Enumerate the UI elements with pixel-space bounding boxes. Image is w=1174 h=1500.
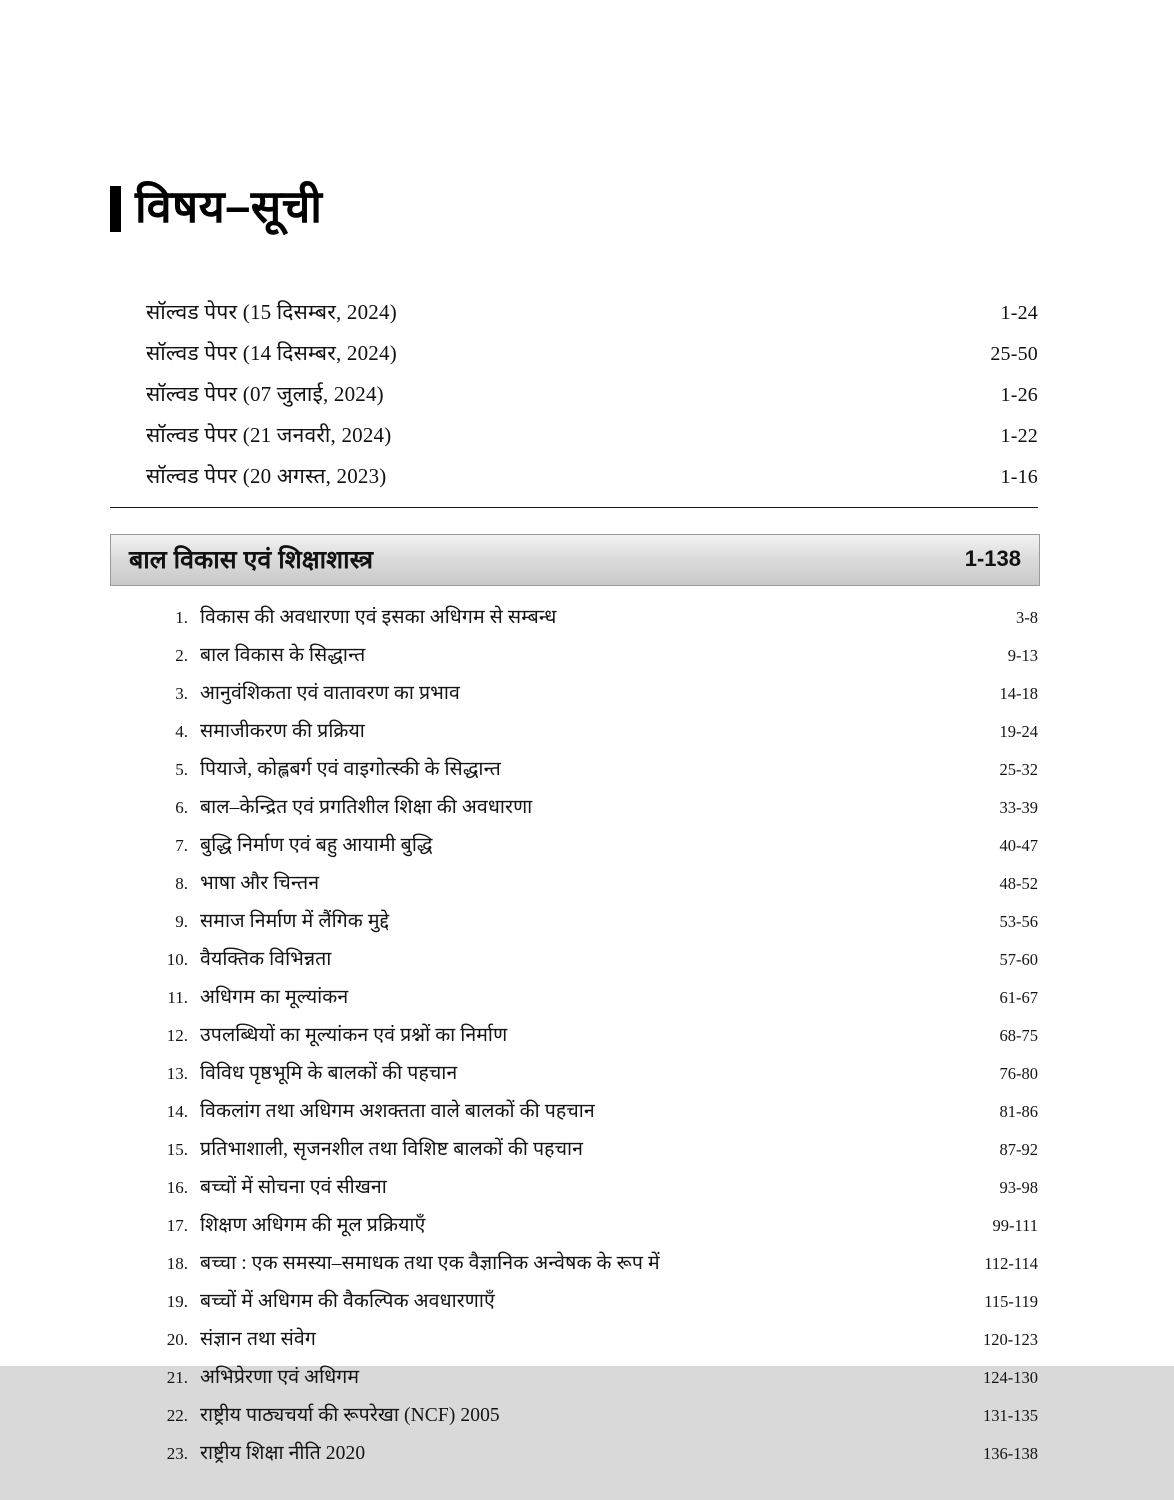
- chapter-pages: 131-135: [983, 1405, 1038, 1425]
- chapter-title: बच्चों में सोचना एवं सीखना: [200, 1176, 387, 1198]
- chapter-number: 7.: [175, 835, 188, 855]
- paper-pages: 1-16: [1000, 466, 1038, 488]
- page-title: [110, 0, 1040, 232]
- list-item[interactable]: [110, 333, 1038, 374]
- chapter-number: 12.: [166, 1025, 188, 1045]
- chapter-title: आनुवंशिकता एवं वातावरण का प्रभाव: [200, 682, 460, 704]
- chapter-title: संज्ञान तथा संवेग: [200, 1328, 316, 1350]
- chapter-pages: 68-75: [999, 1025, 1038, 1045]
- paper-label: सॉल्वड पेपर (21 जनवरी, 2024): [146, 423, 392, 447]
- list-item[interactable]: [146, 634, 1038, 672]
- section-header[interactable]: [110, 534, 1040, 586]
- chapter-title: पियाजे, कोह्लबर्ग एवं वाइगोत्स्की के सिद्धान्त: [200, 758, 501, 780]
- list-item[interactable]: [146, 1166, 1038, 1204]
- chapter-number: 19.: [166, 1291, 188, 1311]
- list-item[interactable]: [146, 976, 1038, 1014]
- paper-label: सॉल्वड पेपर (20 अगस्त, 2023): [146, 464, 387, 488]
- chapter-pages: 115-119: [984, 1291, 1038, 1311]
- paper-label: सॉल्वड पेपर (15 दिसम्बर, 2024): [146, 300, 397, 324]
- page-title-text: विषय–सूची: [135, 180, 323, 232]
- chapter-pages: 112-114: [984, 1253, 1038, 1273]
- list-item[interactable]: [146, 1090, 1038, 1128]
- chapter-title: बुद्धि निर्माण एवं बहु आयामी बुद्धि: [200, 834, 433, 856]
- list-item[interactable]: [146, 1394, 1038, 1432]
- chapter-pages: 120-123: [983, 1329, 1038, 1349]
- list-item[interactable]: [146, 938, 1038, 976]
- list-item[interactable]: [146, 1432, 1038, 1470]
- chapter-number: 6.: [175, 797, 188, 817]
- chapter-number: 9.: [175, 911, 188, 931]
- page-content: [110, 0, 1040, 1470]
- chapter-pages: 87-92: [999, 1139, 1038, 1159]
- chapter-title: प्रतिभाशाली, सृजनशील तथा विशिष्ट बालकों की पहचान: [200, 1138, 584, 1160]
- chapter-title: विकास की अवधारणा एवं इसका अधिगम से सम्बन्ध: [200, 606, 557, 628]
- paper-pages: 1-24: [1000, 302, 1038, 324]
- chapter-title: अभिप्रेरणा एवं अधिगम: [200, 1366, 360, 1388]
- chapter-pages: 40-47: [999, 835, 1038, 855]
- chapter-number: 11.: [167, 987, 188, 1007]
- list-item[interactable]: [146, 824, 1038, 862]
- chapter-pages: 3-8: [1016, 607, 1038, 627]
- chapter-number: 2.: [175, 645, 188, 665]
- chapter-pages: 14-18: [999, 683, 1038, 703]
- list-item[interactable]: [146, 786, 1038, 824]
- chapter-number: 8.: [175, 873, 188, 893]
- list-item[interactable]: [110, 374, 1038, 415]
- chapter-pages: 9-13: [1007, 645, 1038, 665]
- chapter-pages: 76-80: [999, 1063, 1038, 1083]
- chapter-pages: 99-111: [992, 1215, 1038, 1235]
- chapter-number: 5.: [175, 759, 188, 779]
- chapter-title: बच्चों में अधिगम की वैकल्पिक अवधारणाएँ: [200, 1290, 495, 1312]
- chapter-number: 15.: [166, 1139, 188, 1159]
- chapter-title: बाल विकास के सिद्धान्त: [200, 644, 366, 666]
- chapter-number: 16.: [166, 1177, 188, 1197]
- chapter-number: 20.: [166, 1329, 188, 1349]
- section-pages: 1-138: [964, 546, 1021, 571]
- chapter-title: वैयक्तिक विभिन्नता: [200, 948, 332, 970]
- chapter-title: राष्ट्रीय शिक्षा नीति 2020: [200, 1442, 366, 1464]
- chapter-pages: 33-39: [999, 797, 1038, 817]
- chapter-title: भाषा और चिन्तन: [200, 872, 320, 894]
- list-item[interactable]: [146, 1204, 1038, 1242]
- paper-label: सॉल्वड पेपर (14 दिसम्बर, 2024): [146, 341, 397, 365]
- list-item[interactable]: [110, 415, 1038, 456]
- chapter-title: बच्चा : एक समस्या–समाधक तथा एक वैज्ञानिक अन्वेषक के रूप में: [200, 1252, 660, 1274]
- solved-papers-list: [110, 292, 1038, 508]
- list-item[interactable]: [110, 456, 1038, 497]
- list-item[interactable]: [146, 596, 1038, 634]
- chapter-number: 22.: [166, 1405, 188, 1425]
- list-item[interactable]: [146, 1280, 1038, 1318]
- list-item[interactable]: [146, 1128, 1038, 1166]
- chapter-pages: 61-67: [999, 987, 1038, 1007]
- chapter-title: शिक्षण अधिगम की मूल प्रक्रियाएँ: [200, 1214, 426, 1236]
- list-item[interactable]: [146, 1242, 1038, 1280]
- chapter-number: 21.: [166, 1367, 188, 1387]
- list-item[interactable]: [146, 1052, 1038, 1090]
- list-item[interactable]: [146, 748, 1038, 786]
- chapter-number: 10.: [166, 949, 188, 969]
- list-item[interactable]: [146, 1356, 1038, 1394]
- paper-pages: 1-22: [1000, 425, 1038, 447]
- chapter-number: 13.: [166, 1063, 188, 1083]
- list-item[interactable]: [146, 1318, 1038, 1356]
- list-item[interactable]: [146, 1014, 1038, 1052]
- chapter-number: 14.: [166, 1101, 188, 1121]
- list-item[interactable]: [146, 672, 1038, 710]
- chapter-title: समाजीकरण की प्रक्रिया: [200, 720, 365, 742]
- chapter-title: राष्ट्रीय पाठ्यचर्या की रूपरेखा (NCF) 2005: [200, 1404, 500, 1426]
- chapter-title: समाज निर्माण में लैंगिक मुद्दे: [200, 910, 390, 932]
- chapter-pages: 48-52: [999, 873, 1038, 893]
- chapter-title: विविध पृष्ठभूमि के बालकों की पहचान: [200, 1062, 458, 1084]
- chapter-number: 1.: [175, 607, 188, 627]
- chapter-number: 17.: [166, 1215, 188, 1235]
- title-accent-bar: [110, 186, 121, 232]
- list-item[interactable]: [146, 900, 1038, 938]
- chapter-pages: 124-130: [983, 1367, 1038, 1387]
- chapter-pages: 81-86: [999, 1101, 1038, 1121]
- chapter-pages: 136-138: [983, 1443, 1038, 1463]
- chapter-pages: 57-60: [999, 949, 1038, 969]
- section-title: बाल विकास एवं शिक्षाशास्त्र: [129, 546, 374, 574]
- list-item[interactable]: [146, 710, 1038, 748]
- chapter-pages: 93-98: [999, 1177, 1038, 1197]
- paper-label: सॉल्वड पेपर (07 जुलाई, 2024): [146, 382, 384, 406]
- paper-pages: 25-50: [990, 343, 1038, 365]
- chapter-pages: 53-56: [999, 911, 1038, 931]
- chapter-number: 4.: [175, 721, 188, 741]
- chapter-list: [110, 596, 1038, 1470]
- chapter-title: बाल–केन्द्रित एवं प्रगतिशील शिक्षा की अवधारणा: [200, 796, 533, 818]
- paper-pages: 1-26: [1000, 384, 1038, 406]
- chapter-number: 3.: [175, 683, 188, 703]
- chapter-pages: 25-32: [999, 759, 1038, 779]
- chapter-number: 23.: [166, 1443, 188, 1463]
- chapter-title: अधिगम का मूल्यांकन: [200, 986, 349, 1008]
- chapter-title: उपलब्धियों का मूल्यांकन एवं प्रश्नों का निर्माण: [200, 1024, 508, 1046]
- chapter-number: 18.: [166, 1253, 188, 1273]
- chapter-pages: 19-24: [999, 721, 1038, 741]
- chapter-title: विकलांग तथा अधिगम अशक्तता वाले बालकों की पहचान: [200, 1100, 595, 1122]
- list-item[interactable]: [110, 292, 1038, 333]
- list-item[interactable]: [146, 862, 1038, 900]
